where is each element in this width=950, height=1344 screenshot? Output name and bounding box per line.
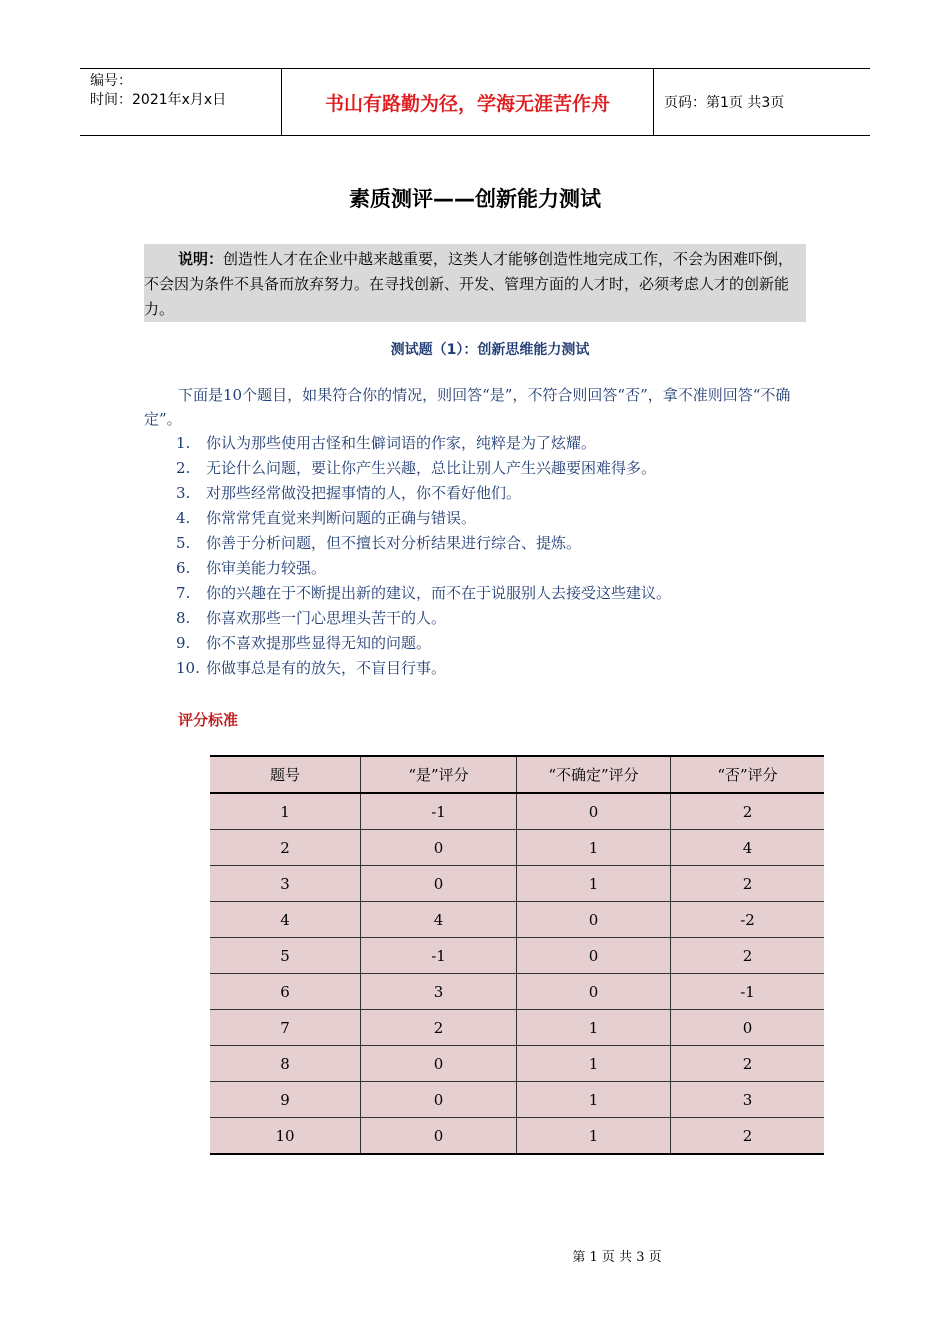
table-cell: -1 [361,793,517,830]
note-text: 创造性人才在企业中越来越重要，这类人才能够创造性地完成工作，不会为困难吓倒，不会因为条件不具备而放弃努力。在寻找创新、开发、管理方面的人才时，必须考虑人才的创新能力。 [144,250,794,318]
table-row [210,938,824,974]
scoring-table [210,755,824,1155]
header-yes-score: “是”评分 [361,756,517,793]
table-cell: 1 [517,1046,671,1082]
table-cell: 2 [671,793,825,830]
question-text: 你不喜欢提那些显得无知的问题。 [206,634,432,652]
table-cell: 1 [517,866,671,902]
table-row [210,1118,824,1155]
question-list [176,431,671,681]
table-row [210,902,824,938]
question-number: 8. [176,609,191,627]
intro-paragraph: 下面是10个题目，如果符合你的情况，则回答“是”，不符合则回答“否”，拿不准则回答“不确定”。 [144,386,791,428]
question-number: 3. [176,484,191,502]
header-meta [80,69,281,135]
question-number: 10. [176,659,200,677]
table-cell: 0 [361,1046,517,1082]
question-number: 5. [176,534,191,552]
table-cell: -1 [671,974,825,1010]
table-cell: 4 [210,902,361,938]
table-cell: 0 [671,1010,825,1046]
table-cell: 3 [671,1082,825,1118]
table-cell: 3 [361,974,517,1010]
table-row [210,1010,824,1046]
page-footer: 第 1 页 共 3 页 [572,1250,662,1265]
table-cell: 2 [671,866,825,902]
table-cell: 2 [671,1118,825,1155]
question-item [176,431,671,456]
table-cell: -1 [361,938,517,974]
test-subtitle: 测试题（1）：创新思维能力测试 [390,342,590,358]
table-cell: 0 [361,1082,517,1118]
table-header-row [210,756,824,793]
scoring-heading: 评分标准 [178,711,239,729]
question-item [176,531,671,556]
question-number: 9. [176,634,191,652]
question-item [176,656,671,681]
table-cell: 0 [361,866,517,902]
question-item [176,631,671,656]
table-cell: 0 [517,793,671,830]
table-cell: 1 [517,830,671,866]
question-item [176,606,671,631]
question-text: 你善于分析问题，但不擅长对分析结果进行综合、提炼。 [206,534,582,552]
question-text: 你认为那些使用古怪和生僻词语的作家，纯粹是为了炫耀。 [206,434,597,452]
note-box [144,244,806,322]
header-unsure-score: “不确定”评分 [517,756,671,793]
table-row [210,793,824,830]
table-cell: 0 [517,938,671,974]
table-row [210,866,824,902]
header-question-no: 题号 [210,756,361,793]
header-motto: 书山有路勤为径，学海无涯苦作舟 [281,69,654,135]
table-cell: 1 [517,1082,671,1118]
header-page-info: 页码：第1页 共3页 [664,95,785,111]
question-text: 你审美能力较强。 [206,559,327,577]
table-cell: 3 [210,866,361,902]
table-cell: 1 [517,1118,671,1155]
question-text: 对那些经常做没把握事情的人，你不看好他们。 [206,484,522,502]
table-cell: 0 [517,974,671,1010]
page-title: 素质测评——创新能力测试 [349,187,601,211]
table-cell: 0 [517,902,671,938]
question-item [176,481,671,506]
table-cell: 0 [361,1118,517,1155]
question-text: 无论什么问题，要让你产生兴趣，总比让别人产生兴趣要困难得多。 [206,459,657,477]
question-item [176,506,671,531]
table-row [210,1082,824,1118]
table-cell: 9 [210,1082,361,1118]
question-text: 你常常凭直觉来判断问题的正确与错误。 [206,509,477,527]
table-row [210,974,824,1010]
question-number: 4. [176,509,191,527]
header-no-score: “否”评分 [671,756,825,793]
question-item [176,556,671,581]
table-cell: 2 [671,1046,825,1082]
table-cell: 1 [210,793,361,830]
table-row [210,1046,824,1082]
question-text: 你做事总是有的放矢，不盲目行事。 [206,659,447,677]
question-number: 6. [176,559,191,577]
table-row [210,830,824,866]
question-text: 你喜欢那些一门心思埋头苦干的人。 [206,609,447,627]
table-cell: -2 [671,902,825,938]
table-cell: 2 [361,1010,517,1046]
table-cell: 6 [210,974,361,1010]
table-cell: 2 [210,830,361,866]
question-number: 1. [176,434,191,452]
table-cell: 1 [517,1010,671,1046]
table-cell: 0 [361,830,517,866]
table-cell: 5 [210,938,361,974]
note-label: 说明： [178,250,224,268]
table-cell: 7 [210,1010,361,1046]
question-number: 2. [176,459,191,477]
question-item [176,581,671,606]
question-text: 你的兴趣在于不断提出新的建议，而不在于说服别人去接受这些建议。 [206,584,672,602]
number-label: 编号： [90,73,132,89]
question-number: 7. [176,584,191,602]
table-cell: 4 [361,902,517,938]
table-cell: 8 [210,1046,361,1082]
table-cell: 10 [210,1118,361,1155]
page-header [80,68,870,136]
time-label: 时间：2021年x月x日 [90,92,227,108]
table-cell: 2 [671,938,825,974]
question-item [176,456,671,481]
table-cell: 4 [671,830,825,866]
